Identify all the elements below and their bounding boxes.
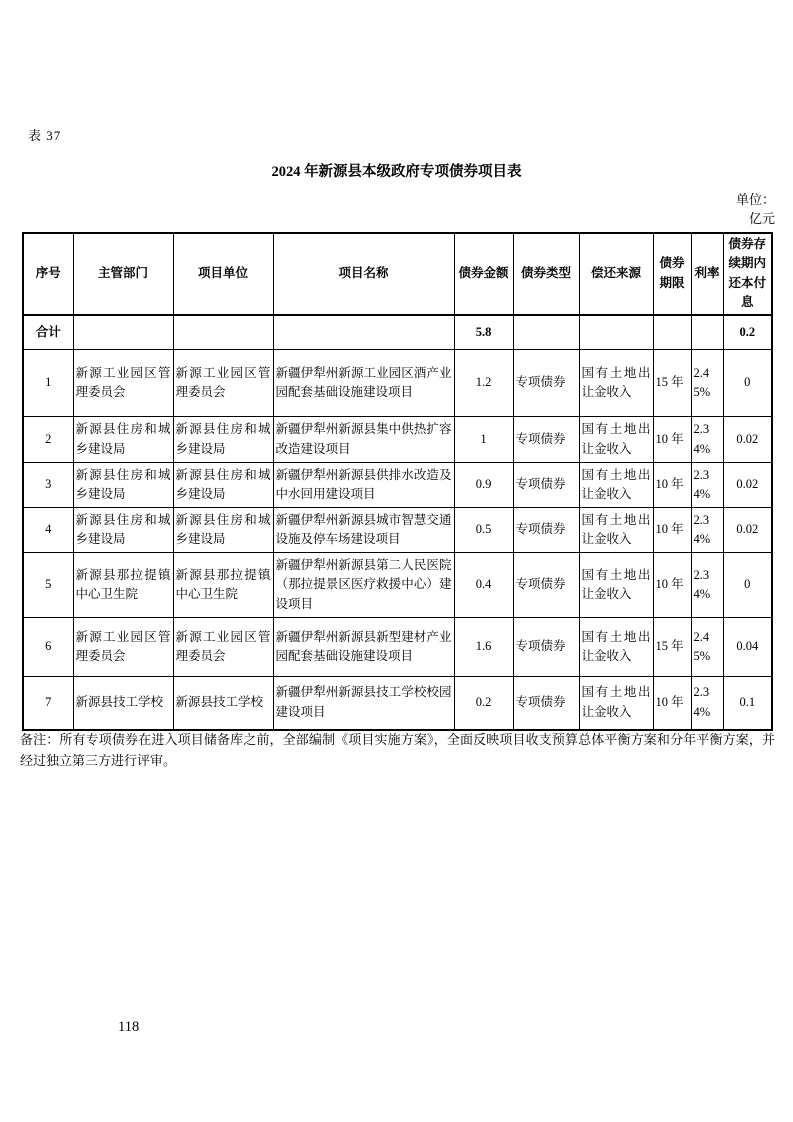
bond-project-table: [22, 232, 773, 731]
col-header-project: 项目名称: [273, 233, 454, 315]
table-row: [23, 553, 772, 618]
footnote: 备注：所有专项债券在进入项目储备库之前，全部编制《项目实施方案》，全面反映项目收支预算总体平衡方案和分年平衡方案，并经过独立第三方进行评审。: [20, 732, 775, 768]
col-header-term: 债券期限: [653, 233, 691, 315]
col-header-amount: 债券金额: [454, 233, 513, 315]
col-header-interest: 债券存续期内还本付息: [723, 233, 772, 315]
page-title: 2024 年新源县本级政府专项债券项目表: [271, 164, 522, 180]
table-row: [23, 350, 772, 417]
cell-dept: 新源县技工学校: [73, 677, 173, 730]
page-number: 118: [118, 1019, 140, 1035]
cell-unit: 新源县那拉提镇中心卫生院: [173, 553, 273, 618]
col-header-type: 债券类型: [513, 233, 579, 315]
cell-project: 新疆伊犁州新源县技工学校校园建设项目: [273, 677, 454, 730]
cell-rate: 2.45%: [691, 618, 723, 677]
unit-label: 单位：: [735, 192, 775, 207]
cell-unit: 新源工业园区管理委员会: [173, 618, 273, 677]
cell-amount: 1: [454, 417, 513, 463]
cell-type: 专项债券: [513, 350, 579, 417]
cell-dept: 新源工业园区管理委员会: [73, 350, 173, 417]
cell-unit: 新源县技工学校: [173, 677, 273, 730]
cell-amount: 0.5: [454, 508, 513, 553]
cell-rate: 2.34%: [691, 553, 723, 618]
cell-unit: 新源工业园区管理委员会: [173, 350, 273, 417]
cell-no: 2: [23, 417, 73, 463]
total-dept: [73, 315, 173, 350]
total-unit: [173, 315, 273, 350]
cell-source: 国有土地出让金收入: [579, 677, 653, 730]
cell-term: 15 年: [653, 618, 691, 677]
cell-type: 专项债券: [513, 463, 579, 508]
cell-source: 国有土地出让金收入: [579, 350, 653, 417]
cell-interest: 0: [723, 350, 772, 417]
cell-type: 专项债券: [513, 508, 579, 553]
cell-no: 4: [23, 508, 73, 553]
total-project: [273, 315, 454, 350]
cell-project: 新疆伊犁州新源县供排水改造及中水回用建设项目: [273, 463, 454, 508]
cell-rate: 2.34%: [691, 508, 723, 553]
cell-unit: 新源县住房和城乡建设局: [173, 417, 273, 463]
col-header-unit: 项目单位: [173, 233, 273, 315]
total-type: [513, 315, 579, 350]
cell-term: 10 年: [653, 463, 691, 508]
cell-amount: 0.2: [454, 677, 513, 730]
table-row: [23, 508, 772, 553]
table-row: [23, 417, 772, 463]
cell-amount: 1.6: [454, 618, 513, 677]
col-header-source: 偿还来源: [579, 233, 653, 315]
cell-type: 专项债券: [513, 417, 579, 463]
cell-source: 国有土地出让金收入: [579, 417, 653, 463]
cell-project: 新疆伊犁州新源县集中供热扩容改造建设项目: [273, 417, 454, 463]
cell-dept: 新源县住房和城乡建设局: [73, 463, 173, 508]
cell-project: 新疆伊犁州新源工业园区酒产业园配套基础设施建设项目: [273, 350, 454, 417]
cell-term: 10 年: [653, 677, 691, 730]
total-term: [653, 315, 691, 350]
table-row: [23, 463, 772, 508]
total-source: [579, 315, 653, 350]
col-header-rate: 利率: [691, 233, 723, 315]
cell-source: 国有土地出让金收入: [579, 508, 653, 553]
cell-interest: 0.04: [723, 618, 772, 677]
cell-rate: 2.34%: [691, 677, 723, 730]
cell-no: 3: [23, 463, 73, 508]
cell-source: 国有土地出让金收入: [579, 463, 653, 508]
cell-amount: 1.2: [454, 350, 513, 417]
cell-interest: 0.1: [723, 677, 772, 730]
cell-source: 国有土地出让金收入: [579, 553, 653, 618]
header-row: [23, 233, 772, 315]
cell-interest: 0.02: [723, 417, 772, 463]
table-row: [23, 618, 772, 677]
cell-project: 新疆伊犁州新源县城市智慧交通设施及停车场建设项目: [273, 508, 454, 553]
cell-source: 国有土地出让金收入: [579, 618, 653, 677]
cell-amount: 0.4: [454, 553, 513, 618]
total-interest: 0.2: [723, 315, 772, 350]
cell-type: 专项债券: [513, 618, 579, 677]
cell-type: 专项债券: [513, 553, 579, 618]
cell-rate: 2.45%: [691, 350, 723, 417]
cell-term: 10 年: [653, 553, 691, 618]
cell-no: 6: [23, 618, 73, 677]
cell-unit: 新源县住房和城乡建设局: [173, 508, 273, 553]
cell-dept: 新源县住房和城乡建设局: [73, 417, 173, 463]
cell-project: 新疆伊犁州新源县第二人民医院（那拉提景区医疗救援中心）建设项目: [273, 553, 454, 618]
col-header-dept: 主管部门: [73, 233, 173, 315]
total-label: 合计: [23, 315, 73, 350]
cell-dept: 新源县那拉提镇中心卫生院: [73, 553, 173, 618]
cell-interest: 0: [723, 553, 772, 618]
cell-dept: 新源工业园区管理委员会: [73, 618, 173, 677]
cell-interest: 0.02: [723, 463, 772, 508]
cell-rate: 2.34%: [691, 417, 723, 463]
cell-interest: 0.02: [723, 508, 772, 553]
unit-value: 亿元: [748, 211, 775, 226]
table-number-label: 表 37: [28, 128, 62, 143]
cell-amount: 0.9: [454, 463, 513, 508]
total-row: [23, 315, 772, 350]
cell-no: 5: [23, 553, 73, 618]
total-rate: [691, 315, 723, 350]
cell-dept: 新源县住房和城乡建设局: [73, 508, 173, 553]
cell-no: 1: [23, 350, 73, 417]
cell-term: 10 年: [653, 417, 691, 463]
cell-term: 15 年: [653, 350, 691, 417]
unit-note: [736, 190, 775, 228]
cell-unit: 新源县住房和城乡建设局: [173, 463, 273, 508]
total-amount: 5.8: [454, 315, 513, 350]
table-row: [23, 677, 772, 730]
cell-project: 新疆伊犁州新源县新型建材产业园配套基础设施建设项目: [273, 618, 454, 677]
cell-rate: 2.34%: [691, 463, 723, 508]
cell-term: 10 年: [653, 508, 691, 553]
col-header-no: 序号: [23, 233, 73, 315]
cell-type: 专项债券: [513, 677, 579, 730]
cell-no: 7: [23, 677, 73, 730]
